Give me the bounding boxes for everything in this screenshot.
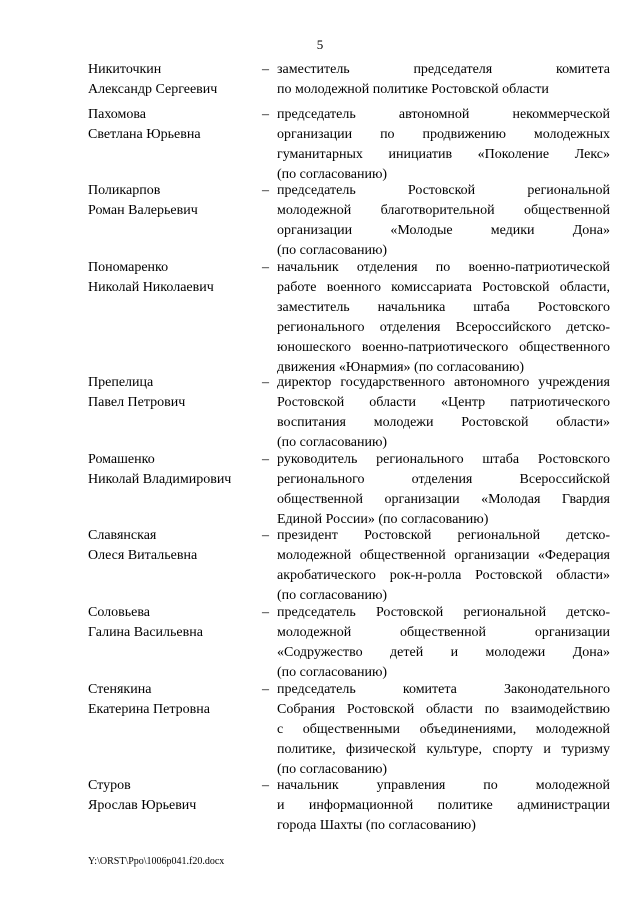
member-surname: Поликарпов (88, 183, 161, 198)
position-line: молодежной общественной организации «Федерация (277, 548, 610, 563)
position-line: заместитель председателя комитета (277, 62, 610, 77)
member-given-names: Павел Петрович (88, 395, 186, 410)
position-line: «Содружество детей и молодежи Дона» (277, 645, 610, 660)
member-given-names: Екатерина Петровна (88, 702, 210, 717)
position-line: регионального отделения Всероссийского детско- (277, 320, 610, 335)
position-line: Собрания Ростовской области по взаимодействию (277, 702, 610, 717)
member-given-names: Олеся Витальевна (88, 548, 198, 563)
separator-dash: – (262, 452, 269, 467)
position-line: председатель Ростовской региональной (277, 183, 610, 198)
position-line: движения «Юнармия» (по согласованию) (277, 360, 525, 375)
member-name (88, 776, 260, 816)
position-line: регионального отделения Всероссийской (277, 472, 610, 487)
position-line: организации «Молодые медики Дона» (277, 223, 610, 238)
position-line: организации по продвижению молодежных (277, 127, 610, 142)
member-name (88, 181, 260, 221)
position-line: по молодежной политике Ростовской области (277, 82, 549, 97)
position-line: и информационной политике администрации (277, 798, 610, 813)
position-line: города Шахты (по согласованию) (277, 818, 476, 833)
member-given-names: Роман Валерьевич (88, 203, 198, 218)
member-position (277, 450, 610, 530)
page-number: 5 (316, 37, 324, 52)
position-line: (по согласованию) (277, 588, 388, 603)
position-line: молодежной общественной организации (277, 625, 610, 640)
member-given-names: Галина Васильевна (88, 625, 203, 640)
position-line: с общественными объединениями, молодежной (277, 722, 610, 737)
position-line: молодежной благотворительной общественной (277, 203, 610, 218)
separator-dash: – (262, 375, 269, 390)
member-given-names: Александр Сергеевич (88, 82, 218, 97)
member-name (88, 450, 260, 490)
position-line: руководитель регионального штаба Ростовского (277, 452, 610, 467)
member-surname: Препелица (88, 375, 154, 390)
member-position (277, 373, 610, 453)
separator-dash: – (262, 528, 269, 543)
member-name (88, 526, 260, 566)
member-position (277, 105, 610, 185)
member-surname: Славянская (88, 528, 157, 543)
separator-dash: – (262, 260, 269, 275)
position-line: директор государственного автономного учреждения (277, 375, 610, 390)
member-surname: Никиточкин (88, 62, 162, 77)
position-line: председатель автономной некоммерческой (277, 107, 610, 122)
position-line: (по согласованию) (277, 665, 388, 680)
separator-dash: – (262, 682, 269, 697)
position-line: (по согласованию) (277, 762, 388, 777)
member-name (88, 258, 260, 298)
separator-dash: – (262, 183, 269, 198)
member-surname: Пахомова (88, 107, 147, 122)
position-line: воспитания молодежи Ростовской области» (277, 415, 610, 430)
position-line: начальник управления по молодежной (277, 778, 610, 793)
member-given-names: Светлана Юрьевна (88, 127, 201, 142)
member-position (277, 680, 610, 780)
position-line: председатель комитета Законодательного (277, 682, 610, 697)
position-line: (по согласованию) (277, 243, 388, 258)
member-surname: Пономаренко (88, 260, 169, 275)
member-position (277, 603, 610, 683)
member-name (88, 680, 260, 720)
member-name (88, 603, 260, 643)
member-surname: Ромашенко (88, 452, 155, 467)
position-line: акробатического рок-н-ролла Ростовской области» (277, 568, 610, 583)
member-name (88, 60, 260, 100)
position-line: юношеского военно-патриотического общественного (277, 340, 610, 355)
member-name (88, 373, 260, 413)
position-line: Единой России» (по согласованию) (277, 512, 489, 527)
position-line: (по согласованию) (277, 435, 388, 450)
position-line: заместитель начальника штаба Ростовского (277, 300, 610, 315)
member-surname: Стенякина (88, 682, 152, 697)
member-position (277, 60, 610, 100)
position-line: президент Ростовской региональной детско- (277, 528, 610, 543)
separator-dash: – (262, 62, 269, 77)
position-line: Ростовской области «Центр патриотического (277, 395, 610, 410)
position-line: гуманитарных инициатив «Поколение Лекс» (277, 147, 610, 162)
member-position (277, 526, 610, 606)
position-line: председатель Ростовской региональной детско- (277, 605, 610, 620)
member-given-names: Ярослав Юрьевич (88, 798, 197, 813)
position-line: политике, физической культуре, спорту и туризму (277, 742, 610, 757)
member-surname: Соловьева (88, 605, 150, 620)
member-given-names: Николай Николаевич (88, 280, 214, 295)
position-line: начальник отделения по военно-патриотической (277, 260, 610, 275)
separator-dash: – (262, 605, 269, 620)
member-position (277, 181, 610, 261)
member-position (277, 258, 610, 378)
member-given-names: Николай Владимирович (88, 472, 232, 487)
separator-dash: – (262, 778, 269, 793)
member-name (88, 105, 260, 145)
member-surname: Стуров (88, 778, 131, 793)
position-line: общественной организации «Молодая Гвардия (277, 492, 610, 507)
position-line: (по согласованию) (277, 167, 388, 182)
position-line: работе военного комиссариата Ростовской области, (277, 280, 610, 295)
file-path-footer: Y:\ORST\Ppo\1006p041.f20.docx (88, 856, 225, 867)
member-position (277, 776, 610, 836)
separator-dash: – (262, 107, 269, 122)
